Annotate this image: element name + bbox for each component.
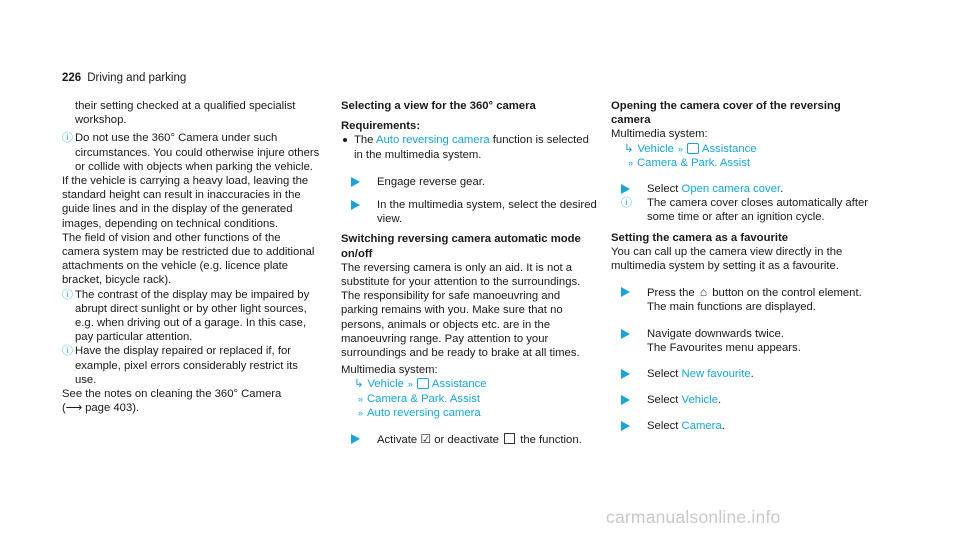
instruction-step: Select New favourite. (611, 367, 869, 381)
menu-camera-park-assist[interactable]: Camera & Park. Assist (367, 392, 481, 405)
instruction-step: Engage reverse gear. (341, 175, 599, 189)
info-icon: ⓘ (62, 288, 73, 301)
menu-path (611, 142, 869, 156)
step-arrow-icon (621, 184, 630, 194)
instruction-step: Select Open camera cover. (611, 182, 869, 196)
menu-path (611, 156, 869, 170)
note (62, 344, 320, 387)
paragraph: The field of vision and other functions of the camera system may be restricted due to additional attachments on the vehicle (e.g. licence plate bracket, bicycle rack). (62, 231, 315, 287)
menu-vehicle[interactable]: Vehicle (637, 142, 674, 155)
step-arrow-icon (351, 177, 360, 187)
menu-new-favourite[interactable]: New favourite (681, 368, 751, 381)
page-header (62, 71, 186, 85)
step-arrow-icon (621, 287, 630, 297)
menu-path (341, 392, 599, 406)
chevron-right-icon: » (358, 393, 364, 404)
home-icon: ⌂ (699, 285, 708, 300)
step-arrow-icon (351, 434, 360, 444)
note-text: Have the display repaired or replaced if, for example, pixel errors considerably restrict its use. (75, 345, 298, 386)
page-reference-link[interactable]: page 403). (85, 402, 140, 415)
menu-vehicle[interactable]: Vehicle (367, 378, 404, 391)
step-arrow-icon (351, 200, 360, 210)
note (62, 131, 320, 174)
menu-vehicle-favourite[interactable]: Vehicle (681, 394, 718, 407)
note-text: Do not use the 360° Camera under such circumstances. You could otherwise injure others or collide with objects when parking the vehicle. (75, 132, 320, 173)
auto-reversing-camera-link[interactable]: Auto reversing camera (375, 134, 490, 147)
requirement-item: The Auto reversing camera function is selected in the multimedia system. (341, 133, 599, 161)
paragraph: See the notes on cleaning the 360° Camera (⟶ page 403). (62, 388, 282, 415)
watermark: carmanualsonline.info (606, 507, 781, 527)
page-number: 226 (62, 72, 82, 84)
cleaning-note: See the notes on cleaning the 360° Camera (62, 388, 282, 401)
assistance-icon (687, 143, 699, 154)
instruction-step: Press the ⌂ button on the control element. The main functions are displayed. (611, 285, 869, 314)
info-icon: ⓘ (62, 345, 73, 358)
assistance-icon (417, 378, 429, 389)
menu-camera-park-assist[interactable]: Camera & Park. Assist (637, 156, 751, 169)
column-1 (62, 99, 320, 415)
multimedia-system-label: Multimedia system: (341, 364, 438, 377)
menu-assistance[interactable]: Assistance (701, 142, 757, 155)
instruction-step: Select Camera. (611, 419, 869, 433)
note (62, 288, 320, 345)
paragraph: If the vehicle is carrying a heavy load, leaving the standard height can result in inaccuracies in the guide lines and in the display of the generated images, depending on technical conditions. (62, 175, 309, 230)
instruction-step: Navigate downwards twice. The Favourites menu appears. (611, 327, 869, 355)
note (611, 196, 869, 224)
paragraph: their setting checked at a qualified specialist workshop. (75, 100, 296, 127)
multimedia-system-label: Multimedia system: (611, 128, 708, 141)
submenu-arrow-icon: ↳ (624, 142, 634, 155)
info-icon: ⓘ (62, 132, 73, 145)
section-heading: Selecting a view for the 360° camera (341, 100, 536, 112)
step-arrow-icon (621, 395, 630, 405)
menu-path (341, 406, 599, 420)
chevron-right-icon: » (358, 407, 364, 418)
menu-open-camera-cover[interactable]: Open camera cover (681, 183, 781, 196)
requirements-label: Requirements: (341, 120, 421, 133)
section-heading: Setting the camera as a favourite (611, 231, 789, 244)
chevron-right-icon: » (677, 143, 683, 154)
instruction-step: Select Vehicle. (611, 393, 869, 407)
step-arrow-icon (621, 369, 630, 379)
chevron-right-icon: » (628, 157, 634, 168)
checked-checkbox-icon: ☑ (420, 432, 432, 447)
submenu-arrow-icon: ↳ (354, 378, 364, 391)
note-text: The contrast of the display may be impaired by abrupt direct sunlight or by other light sources, e.g. when driving out of a garage. In this case, pay particular attention. (75, 288, 310, 344)
column-2 (341, 99, 599, 447)
paragraph: The reversing camera is only an aid. It is not a substitute for your attention to the surroundings. The responsibility for safe manoeuvring and parking remains with you. Make sure that no persons, animals or objects etc. are in the manoeuvring range. Pay attention to your surroundings and be ready to brake at all times. (341, 261, 581, 360)
menu-assistance[interactable]: Assistance (431, 378, 487, 391)
menu-path (341, 377, 599, 391)
step-arrow-icon (621, 329, 630, 339)
info-icon: ⓘ (621, 197, 632, 210)
column-3 (611, 99, 869, 434)
unchecked-checkbox-icon (504, 433, 515, 444)
menu-auto-reversing-camera[interactable]: Auto reversing camera (367, 406, 481, 419)
chevron-right-icon: » (407, 379, 413, 390)
menu-camera[interactable]: Camera (681, 420, 722, 433)
instruction-step: Activate ☑ or deactivate the function. (341, 432, 599, 447)
instruction-step: In the multimedia system, select the desired view. (341, 198, 599, 226)
paragraph: You can call up the camera view directly in the multimedia system by setting it as a favourite. (611, 245, 843, 273)
section-title: Driving and parking (87, 72, 187, 84)
section-heading: Opening the camera cover of the reversing camera (611, 100, 841, 127)
section-heading: Switching reversing camera automatic mode on/off (341, 233, 581, 260)
page-ref-arrow-icon: ⟶ (65, 402, 82, 415)
note-text: The camera cover closes automatically after some time or after an ignition cycle. (647, 197, 869, 224)
step-arrow-icon (621, 421, 630, 431)
